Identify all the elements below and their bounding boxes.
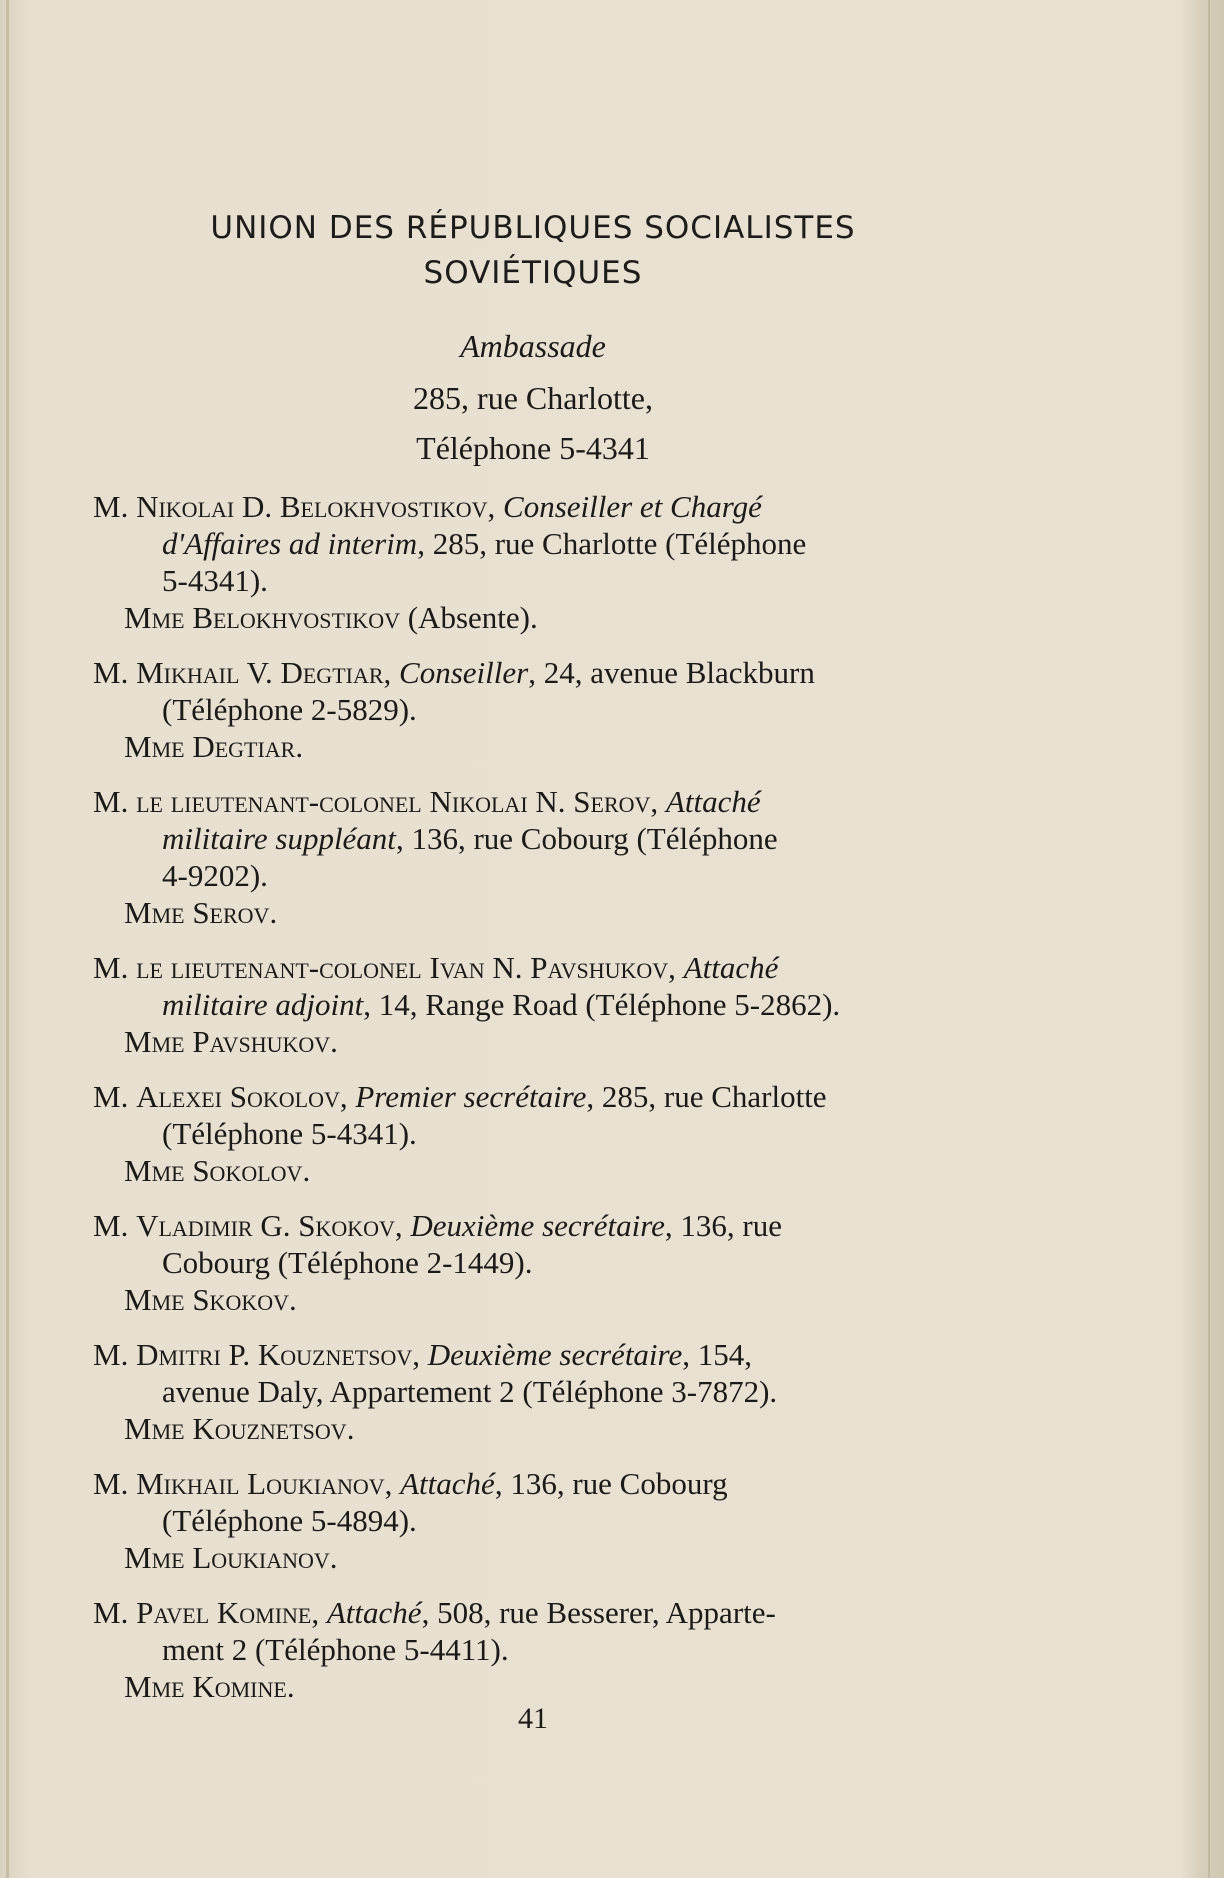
- detail-text: M.: [93, 1337, 137, 1372]
- detail-text: 4-9202).: [162, 858, 268, 893]
- title-text: militaire adjoint: [162, 987, 364, 1022]
- entry-continuation-line: [93, 1631, 1003, 1668]
- detail-text: .: [286, 1669, 295, 1704]
- detail-text: (Téléphone 5-4894).: [162, 1503, 417, 1538]
- title-text: Attaché: [400, 1466, 495, 1501]
- staff-entry: [93, 1594, 1003, 1705]
- staff-entry: [93, 654, 1003, 765]
- name-text: Mikhail Loukianov: [136, 1466, 385, 1501]
- detail-text: M.: [93, 1595, 137, 1630]
- entry-first-line: [93, 1336, 1003, 1373]
- name-text: Mme Pavshukov: [124, 1024, 331, 1059]
- spouse-line: [93, 1668, 1003, 1705]
- title-text: militaire suppléant: [162, 821, 396, 856]
- name-text: Dmitri P. Kouznetsov: [136, 1337, 413, 1372]
- entry-first-line: [93, 654, 1003, 691]
- title-text: Deuxième secrétaire: [410, 1208, 665, 1243]
- embassy-phone: Téléphone 5-4341: [416, 430, 650, 466]
- entry-continuation-line: [93, 1244, 1003, 1281]
- detail-text: ,: [339, 1079, 356, 1114]
- detail-text: .: [302, 1153, 311, 1188]
- detail-text: ,: [412, 1337, 428, 1372]
- title-text: Attaché: [326, 1595, 422, 1630]
- title-text: Deuxième secrétaire: [427, 1337, 683, 1372]
- detail-text: , 24, avenue Blackburn: [528, 655, 815, 690]
- staff-entry: [93, 1465, 1003, 1576]
- detail-text: ,: [384, 1466, 401, 1501]
- detail-text: M.: [93, 1079, 137, 1114]
- staff-entry: [93, 1207, 1003, 1318]
- entry-continuation-line: [93, 1373, 1003, 1410]
- name-text: Mikhail V. Degtiar: [136, 655, 384, 690]
- title-text: Attaché: [665, 784, 761, 819]
- detail-text: .: [289, 1282, 297, 1317]
- detail-text: , 508, rue Besserer, Apparte-: [421, 1595, 776, 1630]
- detail-text: ,: [394, 1208, 411, 1243]
- spouse-line: [93, 1410, 1003, 1447]
- staff-entry: [93, 1078, 1003, 1189]
- detail-text: , 136, rue: [664, 1208, 782, 1243]
- page-edge-right: [1208, 0, 1210, 1878]
- spouse-line: [93, 728, 1003, 765]
- heading-line-2: SOVIÉTIQUES: [423, 255, 643, 291]
- entry-continuation-line: [93, 1502, 1003, 1539]
- entry-continuation-line: [93, 820, 1003, 857]
- name-text: Mme Degtiar: [124, 729, 296, 764]
- title-text: Premier secrétaire: [355, 1079, 587, 1114]
- name-text: Mme Skokov: [124, 1282, 289, 1317]
- spouse-line: [93, 1539, 1003, 1576]
- name-text: Mme Komine: [124, 1669, 287, 1704]
- detail-text: .: [329, 1540, 338, 1575]
- entry-first-line: [93, 1078, 1003, 1115]
- title-text: d'Affaires ad interim: [162, 526, 418, 561]
- detail-text: .: [330, 1024, 338, 1059]
- staff-entry: [93, 1336, 1003, 1447]
- detail-text: 5-4341).: [162, 563, 268, 598]
- name-text: le lieutenant-colonel Ivan N. Pavshukov: [136, 950, 669, 985]
- detail-text: M.: [93, 1208, 137, 1243]
- entry-continuation-line: [93, 691, 1003, 728]
- entry-continuation-line: [93, 857, 1003, 894]
- detail-text: ment 2 (Téléphone 5-4411).: [162, 1632, 509, 1667]
- detail-text: ,: [383, 655, 400, 690]
- detail-text: Cobourg (Téléphone 2-1449).: [162, 1245, 533, 1280]
- name-text: le lieutenant-colonel Nikolai N. Serov: [136, 784, 651, 819]
- page-number: 41: [518, 1702, 548, 1735]
- detail-text: M.: [93, 655, 137, 690]
- detail-text: , 136, rue Cobourg (Téléphone: [395, 821, 778, 856]
- detail-text: , 285, rue Charlotte (Téléphone: [417, 526, 807, 561]
- detail-text: ,: [650, 784, 666, 819]
- entry-continuation-line: [93, 562, 1003, 599]
- staff-entry: [93, 783, 1003, 931]
- name-text: Vladimir G. Skokov: [136, 1208, 395, 1243]
- title-text: Conseiller et Chargé: [503, 489, 762, 524]
- staff-entry: [93, 949, 1003, 1060]
- entry-first-line: [93, 1594, 1003, 1631]
- spouse-line: [93, 1281, 1003, 1318]
- detail-text: M.: [93, 1466, 137, 1501]
- page-edge-left: [6, 0, 9, 1878]
- detail-text: (Absente).: [399, 600, 538, 635]
- spouse-line: [93, 599, 1003, 636]
- entry-first-line: [93, 783, 1003, 820]
- detail-text: , 136, rue Cobourg: [494, 1466, 728, 1501]
- detail-text: M.: [93, 784, 137, 819]
- name-text: Mme Sokolov: [124, 1153, 303, 1188]
- detail-text: ,: [487, 489, 504, 524]
- detail-text: .: [269, 895, 278, 930]
- detail-text: M.: [93, 489, 137, 524]
- detail-text: ,: [668, 950, 684, 985]
- entry-continuation-line: [93, 986, 1003, 1023]
- entry-continuation-line: [93, 525, 1003, 562]
- entry-first-line: [93, 1207, 1003, 1244]
- detail-text: (Téléphone 5-4341).: [162, 1116, 417, 1151]
- embassy-label: Ambassade: [460, 328, 606, 364]
- title-text: Conseiller: [399, 655, 529, 690]
- heading-line-1: UNION DES RÉPUBLIQUES SOCIALISTES: [210, 210, 856, 246]
- embassy-address: 285, rue Charlotte,: [413, 380, 653, 416]
- name-text: Mme Serov: [124, 895, 270, 930]
- name-text: Alexei Sokolov: [136, 1079, 340, 1114]
- detail-text: .: [346, 1411, 355, 1446]
- name-text: Nikolai D. Belokhvostikov: [136, 489, 488, 524]
- title-text: Attaché: [683, 950, 779, 985]
- spouse-line: [93, 1152, 1003, 1189]
- spouse-line: [93, 1023, 1003, 1060]
- entry-continuation-line: [93, 1115, 1003, 1152]
- entry-first-line: [93, 488, 1003, 525]
- detail-text: ,: [311, 1595, 327, 1630]
- staff-entry: [93, 488, 1003, 636]
- name-text: Mme Belokhvostikov: [124, 600, 400, 635]
- detail-text: M.: [93, 950, 137, 985]
- detail-text: , 285, rue Charlotte: [586, 1079, 827, 1114]
- name-text: Pavel Komine: [136, 1595, 312, 1630]
- detail-text: , 14, Range Road (Téléphone 5-2862).: [363, 987, 841, 1022]
- name-text: Mme Kouznetsov: [124, 1411, 347, 1446]
- entry-first-line: [93, 949, 1003, 986]
- detail-text: avenue Daly, Appartement 2 (Téléphone 3-7872).: [162, 1374, 778, 1409]
- entry-first-line: [93, 1465, 1003, 1502]
- spouse-line: [93, 894, 1003, 931]
- staff-list: [93, 488, 1003, 1723]
- name-text: Mme Loukianov: [124, 1540, 330, 1575]
- detail-text: .: [295, 729, 304, 764]
- detail-text: (Téléphone 2-5829).: [162, 692, 417, 727]
- detail-text: , 154,: [682, 1337, 752, 1372]
